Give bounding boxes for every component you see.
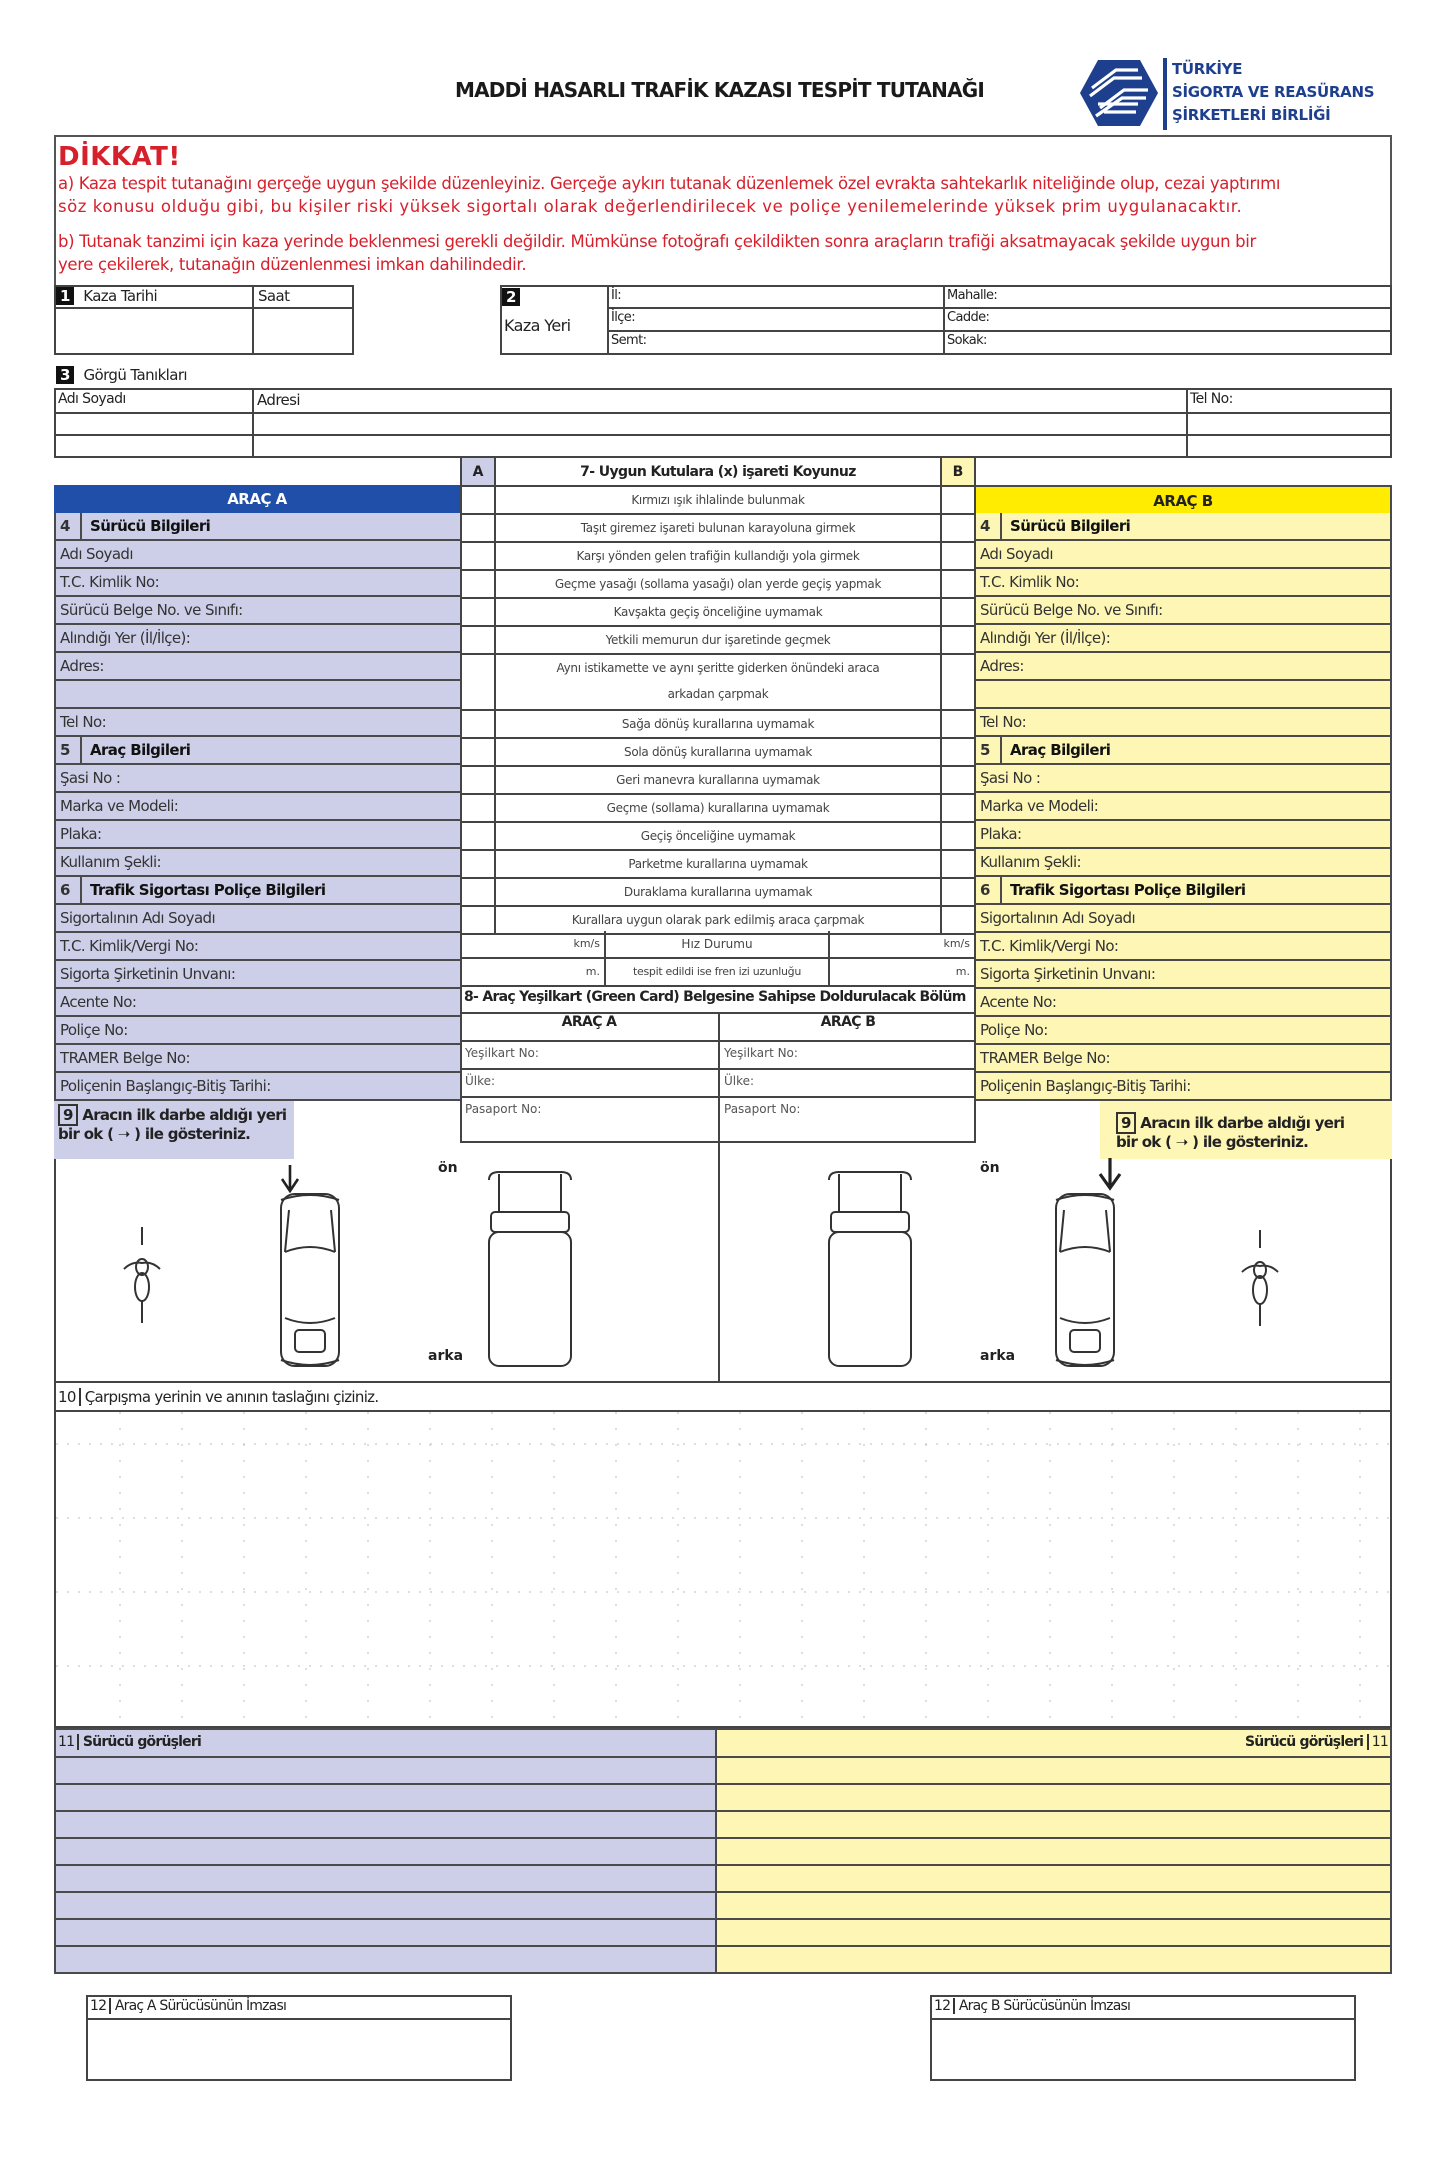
violation-row: [462, 487, 974, 515]
vehicle-b-field[interactable]: [976, 765, 1390, 793]
section-11-a-header: [58, 1734, 201, 1750]
green-card-a-header: ARAÇ A: [561, 1014, 617, 1030]
section-number: 5: [60, 737, 82, 763]
violation-b-checkbox[interactable]: [940, 571, 974, 597]
violation-row: [462, 767, 974, 795]
violation-b-checkbox[interactable]: [940, 711, 974, 737]
violation-row: [462, 515, 974, 543]
field-label: Adı Soyadı: [60, 545, 133, 563]
truck-a-icon[interactable]: [485, 1170, 575, 1370]
vehicle-a-field[interactable]: [56, 933, 460, 961]
brake-unit: m.: [955, 965, 970, 978]
vehicle-a-field[interactable]: [56, 569, 460, 597]
neighborhood-area-label: Semt:: [611, 333, 647, 348]
green-card-a-country-label: Ülke:: [465, 1074, 496, 1088]
rear-label-b: arka: [980, 1348, 1016, 1364]
violation-a-checkbox[interactable]: [462, 879, 496, 905]
logo-line: ŞİRKETLERİ BİRLİĞİ: [1172, 106, 1331, 124]
witness-2-name-input[interactable]: [58, 437, 250, 455]
vehicle-a-field[interactable]: [56, 1073, 460, 1101]
section-8-title: 8- Araç Yeşilkart (Green Card) Belgesine Sahipse Doldurulacak Bölüm: [464, 989, 966, 1005]
tsrsb-logo-icon: [1078, 58, 1160, 128]
sketch-label: Çarpışma yerinin ve anının taslağını çiziniz.: [84, 1388, 379, 1406]
vehicle-a-field[interactable]: [56, 989, 460, 1017]
vehicle-b-field[interactable]: [976, 905, 1390, 933]
violation-b-checkbox[interactable]: [940, 655, 974, 709]
motorcycle-a-icon[interactable]: [120, 1225, 164, 1325]
driver-statement-label: Sürücü görüşleri: [82, 1734, 201, 1750]
section-number: 5: [980, 737, 1002, 763]
vehicle-b-field[interactable]: [976, 625, 1390, 653]
section-title: Trafik Sigortası Poliçe Bilgileri: [90, 881, 326, 899]
violation-b-checkbox[interactable]: [940, 767, 974, 793]
violation-b-checkbox[interactable]: [940, 599, 974, 625]
vehicle-b-field[interactable]: [976, 681, 1390, 709]
speed-b-input[interactable]: [828, 931, 976, 959]
witness-2-phone-input[interactable]: [1190, 437, 1388, 455]
violation-label: Yetkili memurun dur işaretinde geçmek: [605, 633, 831, 647]
vehicle-a-field[interactable]: [56, 625, 460, 653]
vehicle-a-field[interactable]: [56, 793, 460, 821]
avenue-input[interactable]: [1000, 310, 1388, 328]
field-label: Adres:: [980, 657, 1024, 675]
violation-label: Sola dönüş kurallarına uymamak: [624, 745, 812, 759]
statement-line: [54, 1783, 1392, 1785]
witness-phone-header: Tel No:: [1190, 391, 1233, 407]
violation-b-checkbox[interactable]: [940, 851, 974, 877]
field-label: Acente No:: [60, 993, 137, 1011]
field-label: Marka ve Modeli:: [60, 797, 179, 815]
vehicle-b-fields: [976, 513, 1392, 1101]
vehicle-a-field[interactable]: [56, 905, 460, 933]
green-card-a-country-input[interactable]: [510, 1070, 715, 1094]
section-number: 10: [58, 1388, 81, 1406]
field-label: Poliçenin Başlangıç-Bitiş Tarihi:: [60, 1077, 271, 1095]
logo-text: [1172, 58, 1374, 127]
field-label: Adı Soyadı: [980, 545, 1053, 563]
field-label: Plaka:: [60, 825, 102, 843]
vehicle-b-field[interactable]: [976, 1017, 1390, 1045]
violation-row: [462, 711, 974, 739]
warning-text: söz konusu olduğu gibi, bu kişiler riski yüksek sigortalı olarak değerlendirilecek ve poliçe yenilemelerinde yüksek prim uygulanacaktır.: [58, 197, 1243, 216]
vehicle-a-field[interactable]: [56, 653, 460, 681]
violation-a-checkbox[interactable]: [462, 627, 496, 653]
warning-text: a) Kaza tespit tutanağını gerçeğe uygun şekilde düzenleyiniz. Gerçeğe aykırı tutanak düzenlemek özel evrakta sahtekarlık niteliğinde olup, cezai yaptırımı: [58, 174, 1281, 193]
speed-unit: km/s: [573, 937, 600, 950]
violation-label: Parketme kurallarına uymamak: [628, 857, 808, 871]
province-input[interactable]: [640, 288, 940, 306]
section-number: 11: [58, 1734, 79, 1750]
vehicle-a-field[interactable]: [56, 541, 460, 569]
section-number: 2: [502, 288, 520, 306]
violation-a-checkbox[interactable]: [462, 851, 496, 877]
logo-line: TÜRKİYE: [1172, 60, 1243, 78]
section-number: 3: [56, 366, 74, 384]
quarter-input[interactable]: [1010, 288, 1388, 306]
section-7-title: 7- Uygun Kutulara (x) işareti Koyunuz: [496, 456, 940, 486]
accident-date-label: Kaza Tarihi: [83, 287, 158, 305]
green-card-b-country-label: Ülke:: [724, 1074, 755, 1088]
street-label: Sokak:: [947, 333, 987, 348]
logo-line: SİGORTA VE REASÜRANS: [1172, 83, 1375, 101]
violation-a-checkbox[interactable]: [462, 571, 496, 597]
violation-label: Geri manevra kurallarına uymamak: [616, 773, 820, 787]
vehicle-b-section-header: [976, 877, 1390, 905]
green-card-b-country-input[interactable]: [770, 1070, 972, 1094]
vehicle-b-header: ARAÇ B: [976, 485, 1392, 513]
vehicle-b-field[interactable]: [976, 653, 1390, 681]
violation-a-checkbox[interactable]: [462, 711, 496, 737]
violation-row: [462, 571, 974, 599]
violation-label: Geçiş önceliğine uymamak: [640, 829, 796, 843]
violation-label: Duraklama kurallarına uymamak: [623, 885, 813, 899]
field-label: TRAMER Belge No:: [60, 1049, 190, 1067]
district-label: İlçe:: [611, 310, 635, 325]
signature-a-label: Araç A Sürücüsünün İmzası: [114, 1998, 287, 2014]
violation-b-checkbox[interactable]: [940, 515, 974, 541]
field-label: Sigorta Şirketinin Unvanı:: [60, 965, 236, 983]
violation-row: [462, 627, 974, 655]
area-input[interactable]: [650, 333, 940, 351]
vehicle-a-header: ARAÇ A: [54, 485, 460, 513]
truck-b-icon[interactable]: [825, 1170, 915, 1370]
witness-2-address-input[interactable]: [256, 437, 1184, 455]
field-label: T.C. Kimlik No:: [980, 573, 1080, 591]
violation-a-checkbox[interactable]: [462, 515, 496, 541]
impact-instruction-line: bir ok ( ➝ ) ile gösteriniz.: [1116, 1133, 1309, 1151]
vehicle-a-field[interactable]: [56, 1017, 460, 1045]
field-label: Poliçe No:: [60, 1021, 128, 1039]
section-7-list: [460, 485, 976, 931]
speed-a-input[interactable]: [460, 931, 606, 959]
violation-label: Karşı yönden gelen trafiğin kullandığı yola girmek: [576, 549, 860, 563]
vehicle-a-section-header: [56, 737, 460, 765]
statement-line: [54, 1918, 1392, 1920]
violation-row: [462, 795, 974, 823]
logo-divider: [1163, 58, 1167, 130]
vehicle-b-field[interactable]: [976, 1045, 1390, 1073]
section-2-number: [502, 287, 520, 306]
field-label: Poliçenin Başlangıç-Bitiş Tarihi:: [980, 1077, 1191, 1095]
driver-a-statement[interactable]: [54, 1728, 716, 1974]
vehicle-a-field[interactable]: [56, 681, 460, 709]
section-number: 9: [1116, 1112, 1136, 1134]
violation-a-checkbox[interactable]: [462, 795, 496, 821]
violation-a-checkbox[interactable]: [462, 739, 496, 765]
violation-b-checkbox[interactable]: [940, 543, 974, 569]
vehicle-b-field[interactable]: [976, 989, 1390, 1017]
vehicle-b-field[interactable]: [976, 597, 1390, 625]
violation-row: [462, 599, 974, 627]
front-label-a: ön: [438, 1160, 458, 1176]
impact-arrow-a-icon: [280, 1165, 300, 1193]
statement-line: [54, 1756, 1392, 1758]
form-title: MADDİ HASARLI TRAFİK KAZASI TESPİT TUTANAĞI: [455, 78, 985, 102]
statement-line: [54, 1945, 1392, 1947]
field-label: T.C. Kimlik/Vergi No:: [980, 937, 1119, 955]
witness-1-address-input[interactable]: [256, 415, 1184, 433]
vehicle-b-field[interactable]: [976, 933, 1390, 961]
vehicle-a-field[interactable]: [56, 821, 460, 849]
violation-a-checkbox[interactable]: [462, 599, 496, 625]
green-card-b-no-label: Yeşilkart No:: [724, 1046, 798, 1060]
violation-b-checkbox[interactable]: [940, 879, 974, 905]
field-label: Plaka:: [980, 825, 1022, 843]
speed-label: Hız Durumu: [606, 931, 828, 959]
violation-row: [462, 879, 974, 907]
vehicle-a-section-header: [56, 877, 460, 905]
accident-time-label: Saat: [258, 287, 290, 305]
section-number: 4: [980, 513, 1002, 539]
vehicle-a-field[interactable]: [56, 765, 460, 793]
witness-address-header: Adresi: [257, 391, 300, 409]
speed-table: [460, 931, 976, 987]
witness-1-phone-input[interactable]: [1190, 415, 1388, 433]
column-a-label: A: [460, 456, 496, 486]
green-card-a-no-label: Yeşilkart No:: [465, 1046, 539, 1060]
section-number: 6: [60, 877, 82, 903]
section-3-header: [56, 365, 187, 384]
field-label: Tel No:: [60, 713, 107, 731]
sketch-drawing-area[interactable]: [56, 1412, 1390, 1726]
vehicle-a-field[interactable]: [56, 1045, 460, 1073]
field-label: Tel No:: [980, 713, 1027, 731]
statement-line: [54, 1891, 1392, 1893]
green-card-a-passport-label: Pasaport No:: [465, 1102, 542, 1116]
warning-text: yere çekilerek, tutanağın düzenlenmesi imkan dahilindedir.: [58, 255, 527, 274]
impact-b-text: [1116, 1114, 1344, 1152]
section-title: Araç Bilgileri: [90, 741, 191, 759]
violation-b-checkbox[interactable]: [940, 739, 974, 765]
warning-title: DİKKAT!: [58, 142, 181, 172]
brake-a-input[interactable]: [460, 959, 606, 987]
field-label: Alındığı Yer (İl/İlçe):: [980, 629, 1111, 647]
violation-row: [462, 655, 974, 711]
violation-label: Aynı istikamette ve aynı şeritte giderken önündeki araca arkadan çarpmak: [556, 661, 880, 701]
violation-b-checkbox[interactable]: [940, 627, 974, 653]
accident-time-input[interactable]: [256, 311, 350, 351]
violation-a-checkbox[interactable]: [462, 823, 496, 849]
violation-label: Kurallara uygun olarak park edilmiş araca çarpmak: [571, 913, 865, 927]
impact-instruction-line: bir ok ( ➝ ) ile gösteriniz.: [58, 1125, 251, 1143]
section-number: 1: [56, 287, 74, 305]
impact-a-text: [58, 1106, 286, 1144]
impact-instruction-line: Aracın ilk darbe aldığı yeri: [1140, 1114, 1345, 1132]
field-label: Sürücü Belge No. ve Sınıfı:: [60, 601, 243, 619]
witness-1-name-input[interactable]: [58, 415, 250, 433]
violation-b-checkbox[interactable]: [940, 823, 974, 849]
signature-b-header: [934, 1998, 1130, 2014]
car-a-icon[interactable]: [275, 1190, 345, 1370]
signature-a-header: [90, 1998, 286, 2014]
rear-label-a: arka: [428, 1348, 464, 1364]
driver-statement-label: Sürücü görüşleri: [1245, 1734, 1364, 1750]
vehicle-b-field[interactable]: [976, 1073, 1390, 1101]
vehicle-b-field[interactable]: [976, 821, 1390, 849]
green-card-b-no-input[interactable]: [820, 1042, 972, 1066]
accident-location-label: Kaza Yeri: [504, 316, 571, 335]
statement-line: [54, 1810, 1392, 1812]
vehicle-b-field[interactable]: [976, 961, 1390, 989]
section-11-b-header: [1200, 1734, 1388, 1750]
driver-b-statement[interactable]: [716, 1728, 1392, 1974]
green-card-b-passport-label: Pasaport No:: [724, 1102, 801, 1116]
violation-row: [462, 823, 974, 851]
section-1-header: [56, 287, 157, 305]
impact-instruction-line: Aracın ilk darbe aldığı yeri: [82, 1106, 287, 1124]
field-label: Alındığı Yer (İl/İlçe):: [60, 629, 191, 647]
section-number: 4: [60, 513, 82, 539]
district-input[interactable]: [645, 310, 940, 328]
section-number: 6: [980, 877, 1002, 903]
vehicle-b-section-header: [976, 737, 1390, 765]
witnesses-label: Görgü Tanıkları: [83, 366, 187, 384]
field-label: Marka ve Modeli:: [980, 797, 1099, 815]
violation-a-checkbox[interactable]: [462, 487, 496, 513]
front-label-b: ön: [980, 1160, 1000, 1176]
column-b-label: B: [940, 456, 976, 486]
violation-label: Taşıt giremez işareti bulunan karayoluna girmek: [580, 521, 856, 535]
field-label: T.C. Kimlik/Vergi No:: [60, 937, 199, 955]
avenue-label: Cadde:: [947, 310, 990, 325]
motorcycle-b-icon[interactable]: [1238, 1228, 1282, 1328]
green-card-a-no-input[interactable]: [560, 1042, 715, 1066]
warning-text: b) Tutanak tanzimi için kaza yerinde beklenmesi gerekli değildir. Mümkünse fotoğrafı çekildikten sonra araçların trafiği aksatmayacak şekilde uygun bir: [58, 232, 1256, 251]
violation-b-checkbox[interactable]: [940, 795, 974, 821]
vehicle-a-section-header: [56, 513, 460, 541]
vehicle-b-field[interactable]: [976, 569, 1390, 597]
impact-arrow-b-icon: [1098, 1158, 1122, 1192]
witness-name-header: Adı Soyadı: [58, 391, 126, 407]
field-label: Sigortalının Adı Soyadı: [980, 909, 1136, 927]
vehicle-a-fields: [54, 513, 460, 1101]
field-label: Sürücü Belge No. ve Sınıfı:: [980, 601, 1163, 619]
field-label: Sigortalının Adı Soyadı: [60, 909, 216, 927]
field-label: Poliçe No:: [980, 1021, 1048, 1039]
signature-b-label: Araç B Sürücüsünün İmzası: [958, 1998, 1131, 2014]
field-label: Şasi No :: [60, 769, 121, 787]
violation-label: Kavşakta geçiş önceliğine uymamak: [613, 605, 823, 619]
vehicle-a-field[interactable]: [56, 849, 460, 877]
province-label: İl:: [611, 288, 622, 303]
vehicle-a-field[interactable]: [56, 709, 460, 737]
vehicle-a-field[interactable]: [56, 597, 460, 625]
violation-label: Geçme yasağı (sollama yasağı) olan yerde geçiş yapmak: [554, 577, 882, 591]
brake-b-input[interactable]: [828, 959, 976, 987]
brake-label: tespit edildi ise fren izi uzunluğu: [606, 959, 828, 987]
section-10-header: [58, 1388, 378, 1406]
street-input[interactable]: [1000, 333, 1388, 351]
field-label: TRAMER Belge No:: [980, 1049, 1110, 1067]
vehicle-b-section-header: [976, 513, 1390, 541]
vehicle-b-field[interactable]: [976, 709, 1390, 737]
field-label: Acente No:: [980, 993, 1057, 1011]
violation-a-checkbox[interactable]: [462, 655, 496, 709]
violation-label: Geçme (sollama) kurallarına uymamak: [606, 801, 830, 815]
section-title: Trafik Sigortası Poliçe Bilgileri: [1010, 881, 1246, 899]
violation-a-checkbox[interactable]: [462, 543, 496, 569]
violation-a-checkbox[interactable]: [462, 907, 496, 933]
violation-label: Kırmızı ışık ihlalinde bulunmak: [631, 493, 805, 507]
speed-unit: km/s: [943, 937, 970, 950]
quarter-label: Mahalle:: [947, 288, 998, 303]
violation-b-checkbox[interactable]: [940, 487, 974, 513]
violation-b-checkbox[interactable]: [940, 907, 974, 933]
green-card-b-header: ARAÇ B: [820, 1014, 876, 1030]
vehicle-b-field[interactable]: [976, 793, 1390, 821]
car-b-icon[interactable]: [1050, 1190, 1120, 1370]
field-label: Şasi No :: [980, 769, 1041, 787]
vehicle-b-field[interactable]: [976, 541, 1390, 569]
statement-line: [54, 1837, 1392, 1839]
violation-a-checkbox[interactable]: [462, 767, 496, 793]
vehicle-a-field[interactable]: [56, 961, 460, 989]
field-label: Adres:: [60, 657, 104, 675]
accident-date-input[interactable]: [58, 311, 250, 351]
section-number: 12: [934, 1998, 955, 2014]
violation-row: [462, 543, 974, 571]
section-title: Araç Bilgileri: [1010, 741, 1111, 759]
statement-line: [54, 1864, 1392, 1866]
section-number: 12: [90, 1998, 111, 2014]
field-label: Kullanım Şekli:: [60, 853, 162, 871]
violation-label: Sağa dönüş kurallarına uymamak: [621, 717, 815, 731]
field-label: Sigorta Şirketinin Unvanı:: [980, 965, 1156, 983]
section-number: 11: [1367, 1734, 1388, 1750]
section-title: Sürücü Bilgileri: [1010, 517, 1131, 535]
vehicle-b-field[interactable]: [976, 849, 1390, 877]
section-title: Sürücü Bilgileri: [90, 517, 211, 535]
section-number: 9: [58, 1104, 78, 1126]
field-label: Kullanım Şekli:: [980, 853, 1082, 871]
field-label: T.C. Kimlik No:: [60, 573, 160, 591]
violation-row: [462, 851, 974, 879]
brake-unit: m.: [585, 965, 600, 978]
violation-row: [462, 739, 974, 767]
